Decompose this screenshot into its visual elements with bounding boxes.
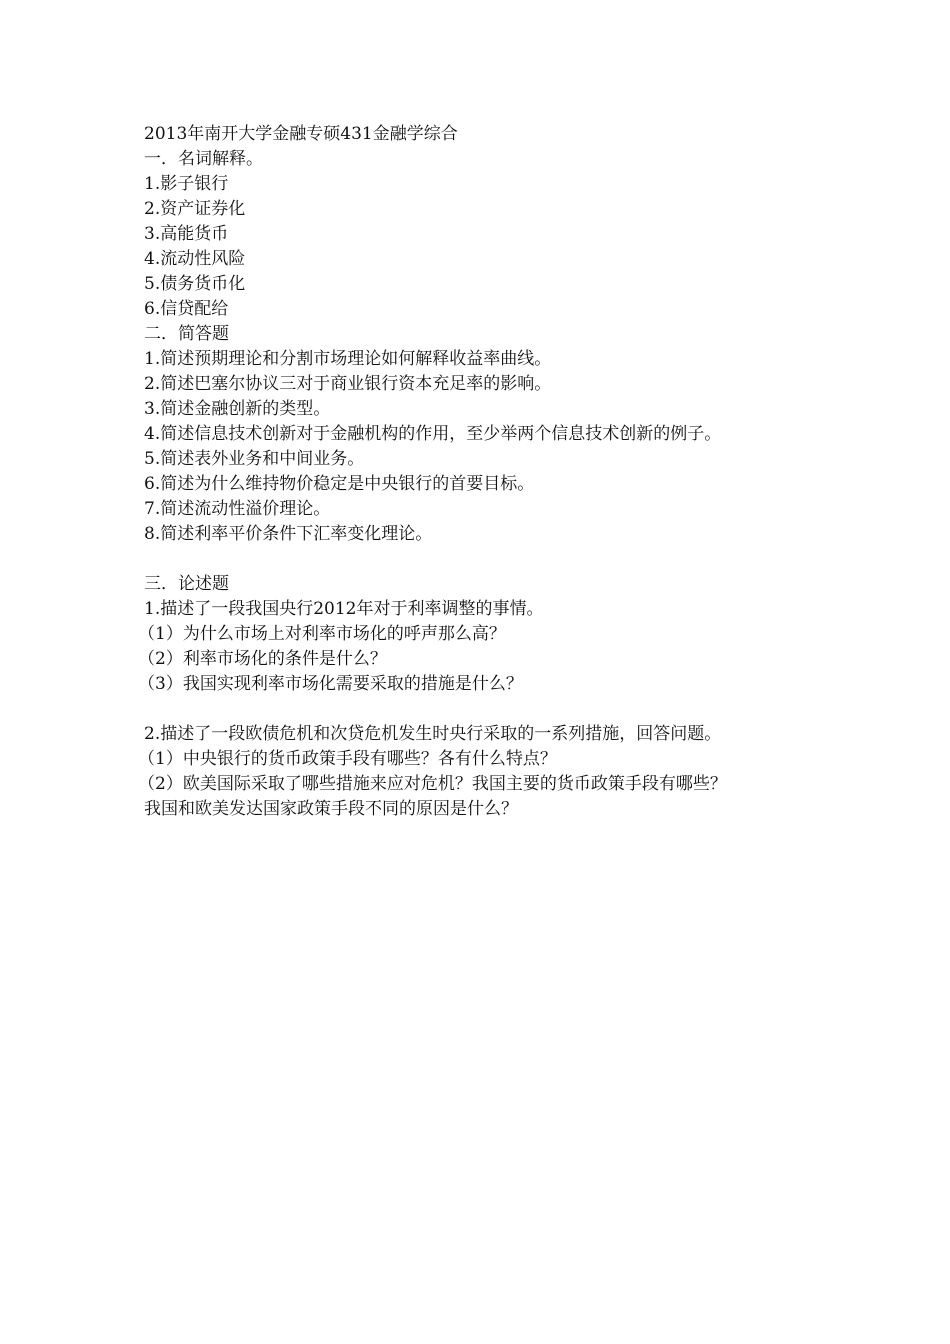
term-item: 2.资产证券化 xyxy=(144,199,246,219)
document-title: 2013年南开大学金融专硕431金融学综合 xyxy=(144,124,458,144)
essay-subquestion: （2）欧美国际采取了哪些措施来应对危机？我国主要的货币政策手段有哪些？ xyxy=(138,774,727,794)
short-answer-item: 5.简述表外业务和中间业务。 xyxy=(144,449,365,469)
short-answer-item: 1.简述预期理论和分割市场理论如何解释收益率曲线。 xyxy=(144,349,552,369)
essay-question-2: 2.描述了一段欧债危机和次贷危机发生时央行采取的一系列措施，回答问题。 xyxy=(144,724,722,744)
short-answer-item: 6.简述为什么维持物价稳定是中央银行的首要目标。 xyxy=(144,474,535,494)
essay-subquestion-continuation: 我国和欧美发达国家政策手段不同的原因是什么？ xyxy=(144,799,518,819)
section1-heading: 一．名词解释。 xyxy=(144,149,263,169)
term-item: 1.影子银行 xyxy=(144,174,229,194)
short-answer-item: 4.简述信息技术创新对于金融机构的作用，至少举两个信息技术创新的例子。 xyxy=(144,424,722,444)
short-answer-item: 8.简述利率平价条件下汇率变化理论。 xyxy=(144,524,433,544)
essay-subquestion: （1）中央银行的货币政策手段有哪些？各有什么特点？ xyxy=(138,749,557,769)
document-body xyxy=(138,122,844,822)
essay-question-1: 1.描述了一段我国央行2012年对于利率调整的事情。 xyxy=(144,599,544,619)
short-answer-item: 7.简述流动性溢价理论。 xyxy=(144,499,331,519)
section2-heading: 二．简答题 xyxy=(144,324,229,344)
term-item: 4.流动性风险 xyxy=(144,249,246,269)
term-item: 3.高能货币 xyxy=(144,224,229,244)
short-answer-item: 3.简述金融创新的类型。 xyxy=(144,399,331,419)
term-item: 6.信贷配给 xyxy=(144,299,229,319)
spacer xyxy=(144,547,844,572)
spacer xyxy=(144,697,844,722)
essay-subquestion: （3）我国实现利率市场化需要采取的措施是什么？ xyxy=(138,674,523,694)
section3-heading: 三．论述题 xyxy=(144,574,229,594)
essay-subquestion: （2）利率市场化的条件是什么？ xyxy=(138,649,387,669)
term-item: 5.债务货币化 xyxy=(144,274,246,294)
short-answer-item: 2.简述巴塞尔协议三对于商业银行资本充足率的影响。 xyxy=(144,374,552,394)
essay-subquestion: （1）为什么市场上对利率市场化的呼声那么高？ xyxy=(138,624,506,644)
